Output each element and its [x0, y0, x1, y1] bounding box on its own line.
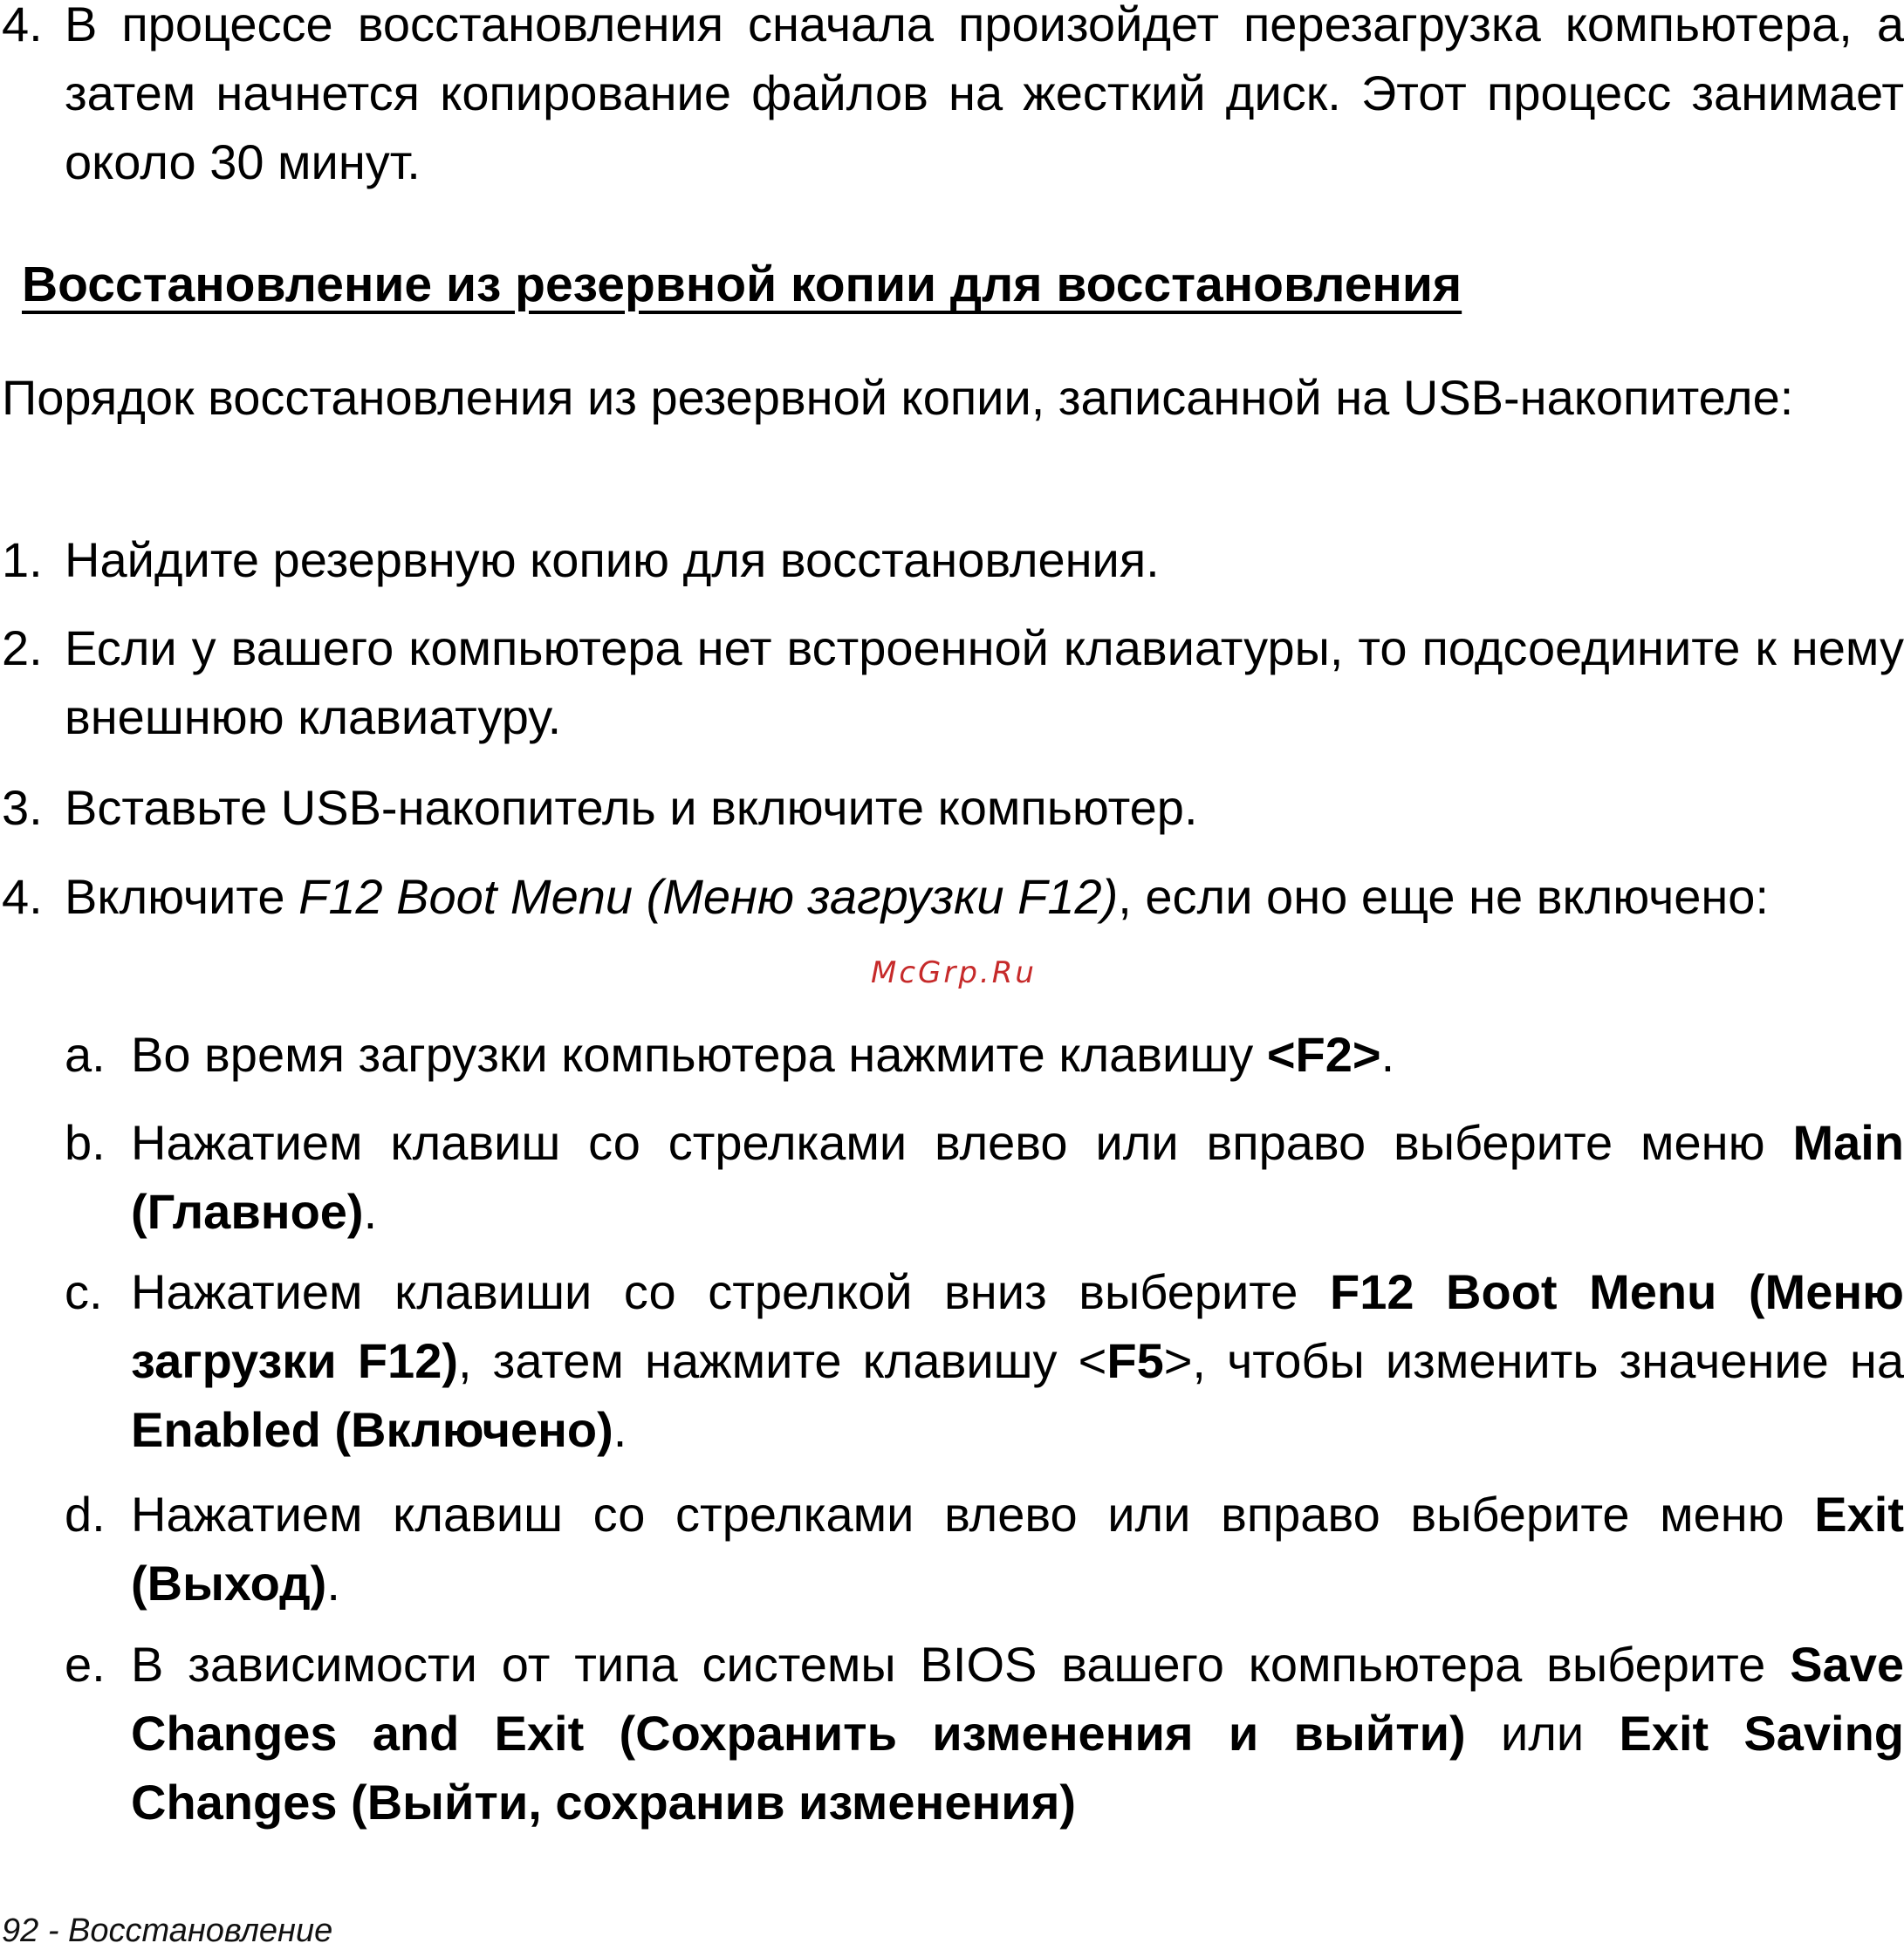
substep-text-part: . [1380, 1027, 1395, 1082]
step-1-number: 1. [2, 532, 43, 587]
substep-e-letter: e. [65, 1637, 106, 1692]
step-4-text-part: Включите [65, 869, 299, 924]
section-heading: Восстановление из резервной копии для восстановления [22, 257, 1462, 312]
substep-bold-part: Enabled (Включено) [131, 1402, 613, 1457]
substep-text-part: . [363, 1184, 378, 1239]
substep-text-part: или [1465, 1706, 1620, 1761]
substep-bold-part: Save Changes and Exit (Сохранить изменения и выйти) [131, 1637, 1904, 1761]
substep-text-part: . [613, 1402, 627, 1457]
substep-text-part: , затем нажмите клавишу < [458, 1333, 1107, 1388]
substep-text-part: Нажатием клавиш со стрелками влево или вправо выберите меню [131, 1487, 1815, 1542]
substep-text-part: Во время загрузки компьютера нажмите клавишу [131, 1027, 1267, 1082]
step-4-number: 4. [2, 869, 43, 924]
step-2-text: Если у вашего компьютера нет встроенной клавиатуры, то подсоедините к нему внешнюю клавиатуру. [65, 620, 1904, 744]
substep-e-text [131, 1630, 1904, 1837]
substep-bold-part: F12 Boot Menu (Меню загрузки F12) [131, 1264, 1904, 1388]
section-intro: Порядок восстановления из резервной копии, записанной на USB-накопителе: [2, 370, 1794, 425]
step-4-text [65, 862, 1904, 931]
boot-menu-italic: F12 Boot Menu (Меню загрузки F12) [298, 869, 1119, 924]
substep-bold-part: Exit Saving Changes (Выйти, сохранив изменения) [131, 1706, 1904, 1830]
substep-a-text [131, 1020, 1904, 1089]
substep-text-part: . [326, 1556, 340, 1611]
substep-text-part: Нажатием клавиш со стрелками влево или вправо выберите меню [131, 1115, 1793, 1170]
substep-text-part: В зависимости от типа системы BIOS вашего компьютера выберите [131, 1637, 1791, 1692]
substep-c-letter: c. [65, 1264, 103, 1319]
substep-bold-part: F5 [1106, 1333, 1164, 1388]
substep-b-text [131, 1108, 1904, 1246]
substep-text-part: Нажатием клавиши со стрелкой вниз выберите [131, 1264, 1330, 1319]
substep-a-letter: a. [65, 1027, 106, 1082]
watermark-text: McGrp.Ru [871, 955, 1037, 990]
step-3-number: 3. [2, 780, 43, 835]
substep-c-text [131, 1257, 1904, 1464]
substep-d-text [131, 1480, 1904, 1618]
substep-b-letter: b. [65, 1115, 106, 1170]
top-item-number: 4. [2, 0, 43, 51]
substep-bold-part: <F2> [1266, 1027, 1381, 1082]
step-4-text-part: , если оно еще не включено: [1118, 869, 1770, 924]
substep-text-part: >, чтобы изменить значение на [1163, 1333, 1904, 1388]
step-2-number: 2. [2, 620, 43, 675]
step-1-text: Найдите резервную копию для восстановления. [65, 532, 1160, 587]
top-item-text: В процессе восстановления сначала произойдет перезагрузка компьютера, а затем начнется копирование файлов на жесткий диск. Этот процесс занимает около 30 минут. [65, 0, 1904, 189]
substep-bold-part: Exit (Выход) [131, 1487, 1904, 1611]
page-footer: 92 - Восстановление [2, 1912, 333, 1949]
step-3-text: Вставьте USB-накопитель и включите компьютер. [65, 780, 1198, 835]
substep-bold-part: Main (Главное) [131, 1115, 1904, 1239]
substep-d-letter: d. [65, 1487, 106, 1542]
